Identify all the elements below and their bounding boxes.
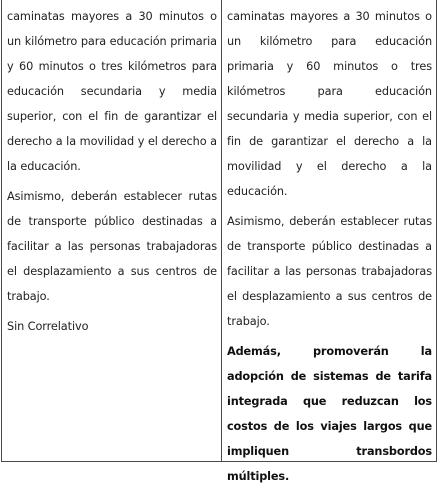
right-paragraph-3-bold: Además, promoverán la adopción de sistemas de tarifa integrada que reduzcan los costos de los viajes largos que impliquen transbordos múltiples. <box>227 345 432 483</box>
right-paragraph-1: caminatas mayores a 30 minutos o un kilómetro para educación primaria y 60 minutos o tres kilómetros para educación secundaria y media superior, con el fin de garantizar el derecho a la movilidad y el derecho a la educación. <box>227 10 432 198</box>
right-column <box>222 0 436 483</box>
comparison-table <box>1 0 437 483</box>
left-paragraph-1: caminatas mayores a 30 minutos o un kilómetro para educación primaria y 60 minutos o tres kilómetros para educación secundaria y media superior, con el fin de garantizar el derecho a la movilidad y el derecho a la educación. <box>7 10 217 173</box>
left-column <box>2 0 222 461</box>
left-paragraph-2: Asimismo, deberán establecer rutas de transporte público destinadas a facilitar a las personas trabajadoras el desplazamiento a sus centros de trabajo. <box>7 190 217 303</box>
left-paragraph-3: Sin Correlativo <box>7 320 89 333</box>
right-paragraph-2: Asimismo, deberán establecer rutas de transporte público destinadas a facilitar a las personas trabajadoras el desplazamiento a sus centros de trabajo. <box>227 215 432 328</box>
